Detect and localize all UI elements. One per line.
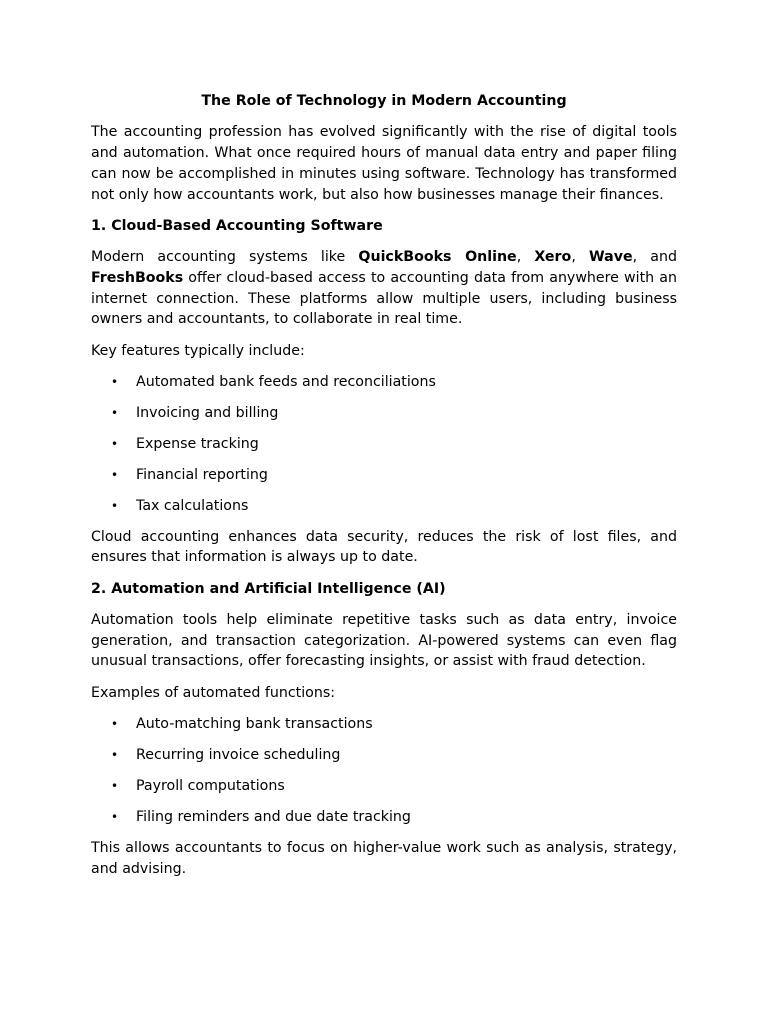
list-item [91, 776, 677, 797]
intro-paragraph: The accounting profession has evolved significantly with the rise of digital tools and automation. What once required hours of manual data entry and paper filing can now be accomplished in minutes using software. Technology has transformed not only how accountants work, but also how businesses manage their finances. [91, 124, 677, 203]
list-item [91, 745, 677, 766]
separator: , and [632, 248, 677, 265]
bullet-icon: • [111, 374, 119, 389]
bullet-icon: • [111, 747, 119, 762]
list-item-text: Tax calculations [136, 497, 249, 514]
bullet-icon: • [111, 716, 119, 731]
section-2-paragraph: Automation tools help eliminate repetitive tasks such as data entry, invoice generation, and transaction categorization. AI-powered systems can even flag unusual transactions, offer forecasting insights, or assist with fraud detection. [91, 611, 677, 670]
list-item-text: Financial reporting [136, 466, 268, 483]
list-item-text: Payroll computations [136, 777, 285, 794]
document-title: The Role of Technology in Modern Accounting [201, 93, 567, 109]
list-item-text: Automated bank feeds and reconciliations [136, 373, 436, 390]
bullet-icon: • [111, 436, 119, 451]
separator: , [516, 248, 535, 265]
key-features-list [91, 372, 677, 517]
brand-wave: Wave [589, 248, 633, 265]
list-item [91, 714, 677, 735]
automated-functions-list [91, 714, 677, 828]
list-item [91, 496, 677, 517]
list-item [91, 807, 677, 828]
bullet-icon: • [111, 809, 119, 824]
list-item [91, 403, 677, 424]
section-1-text-start: Modern accounting systems like [91, 248, 359, 265]
list-item-text: Recurring invoice scheduling [136, 746, 341, 763]
list-item-text: Filing reminders and due date tracking [136, 808, 411, 825]
list-item [91, 465, 677, 486]
section-2-list-intro: Examples of automated functions: [91, 684, 336, 701]
list-item-text: Invoicing and billing [136, 404, 279, 421]
section-1-paragraph [91, 247, 677, 330]
list-item-text: Expense tracking [136, 435, 259, 452]
separator: , [571, 248, 589, 265]
brand-freshbooks: FreshBooks [91, 269, 184, 286]
brand-xero: Xero [534, 248, 572, 265]
list-item [91, 434, 677, 455]
section-1-heading: 1. Cloud-Based Accounting Software [91, 217, 383, 234]
bullet-icon: • [111, 778, 119, 793]
section-1-closing: Cloud accounting enhances data security, reduces the risk of lost files, and ensures that information is always up to date. [91, 528, 677, 566]
list-item-text: Auto-matching bank transactions [136, 715, 373, 732]
bullet-icon: • [111, 405, 119, 420]
section-1-list-intro: Key features typically include: [91, 342, 305, 359]
section-2-heading: 2. Automation and Artificial Intelligence (AI) [91, 580, 446, 597]
document-page [91, 91, 677, 890]
section-1-text-end: offer cloud-based access to accounting data from anywhere with an internet connection. These platforms allow multiple users, including business owners and accountants, to collaborate in real time. [91, 269, 677, 328]
section-2-closing: This allows accountants to focus on higher-value work such as analysis, strategy, and advising. [91, 839, 677, 877]
brand-quickbooks: QuickBooks Online [358, 248, 517, 265]
bullet-icon: • [111, 467, 119, 482]
bullet-icon: • [111, 498, 119, 513]
list-item [91, 372, 677, 393]
